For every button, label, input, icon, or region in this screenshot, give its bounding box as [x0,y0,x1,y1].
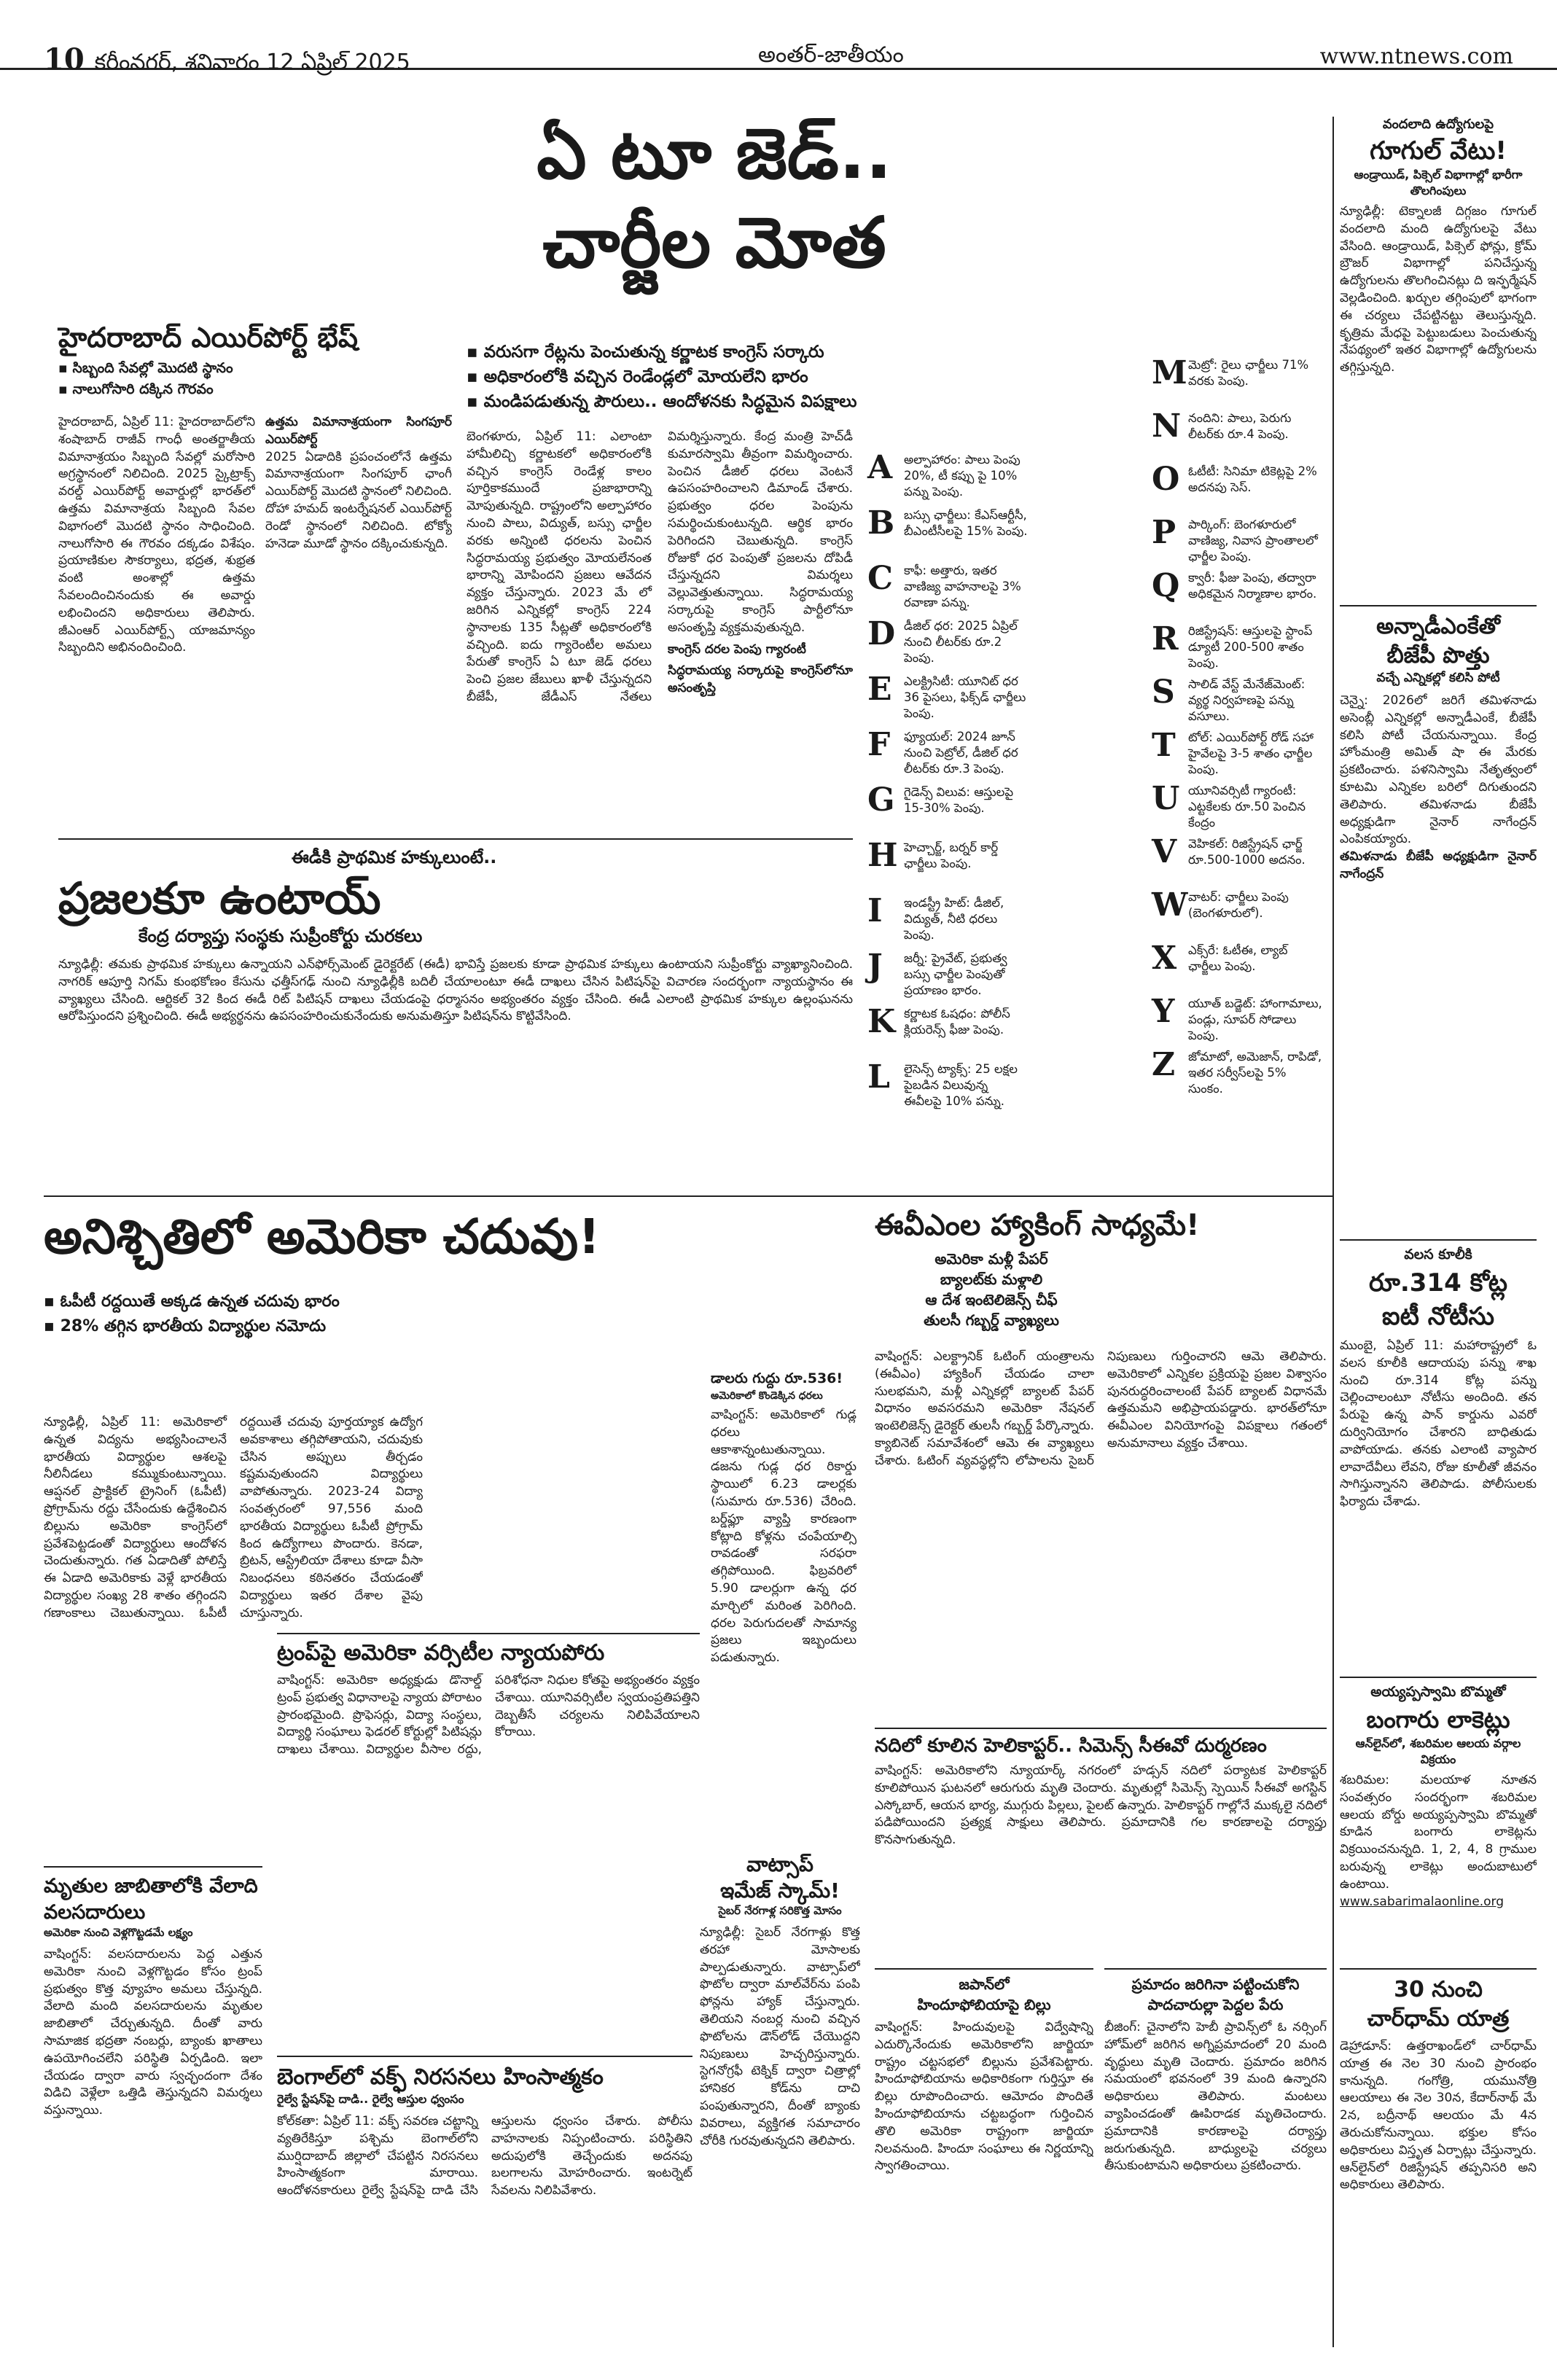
bengal-subtitle: రైల్వే స్టేషన్‌పై దాడి.. రైల్వే ఆస్తుల ధ్వంసం [277,2092,464,2106]
usa-body-col3 [437,1290,700,1633]
ayyappa-story [1340,1677,1537,1962]
migrants-body: వాషింగ్టన్: వలసదారులను పెద్ద ఎత్తున అమెరికా నుంచి వెళ్లగొట్టడం కోసం ట్రంప్ ప్రభుత్వం కొత్త వ్యూహం అమలు చేస్తున్నది. వేలాది మంది వలసదారులను మృతుల జాబితాలో చేర్చుతున్నది. దీంతో వారు సామాజిక భద్రతా నంబర్లు, బ్యాంకు ఖాతాలు ఉపయోగించలేని పరిస్థితి ఏర్పడింది. ఇలా చేయడం ద్వారా వారు స్వచ్ఛందంగా దేశం విడిచి వెళ్లేలా ఒత్తిడి తెస్తున్నదని విమర్శలు వస్తున్నాయి. [44,1947,262,2118]
az-item-u: యూనివర్సిటీ గ్యారంటీ: ఎట్టకేలకు రూ.50 పెంచిన కేంద్రం [1188,784,1306,830]
aiadmk-body: చెన్నై: 2026లో జరిగే తమిళనాడు అసెంబ్లీ ఎన్నికల్లో అన్నాడీఎంకే, బీజేపీ కలిసి పోటీ చేయనున్నాయి. కేంద్ర హోంమంత్రి అమిత్ షా ఈ మేరకు ప్రకటించారు. పళనిస్వామి నేతృత్వంలో కూటమి ఎన్నికల బరిలో దిగుతుందని తెలిపారు. తమిళనాడు బీజేపీ అధ్యక్షుడిగా నైనార్ నాగేంద్రన్ ఎంపికయ్యారు. [1340,693,1537,847]
evm-body: వాషింగ్టన్: ఎలక్ట్రానిక్ ఓటింగ్ యంత్రాలను (ఈవీఎం) హ్యాకింగ్ చేయడం చాలా సులభమని, మళ్లీ ఎన్నికల్లో బ్యాలట్ పేపర్ విధానం అవసరమని అమెరికా నేషనల్ ఇంటెలిజెన్స్ డైరెక్టర్ తులసీ గబ్బర్డ్ పేర్కొన్నారు. క్యాబినెట్ సమావేశంలో ఆమె ఈ వ్యాఖ్యలు చేశారు. ఓటింగ్ వ్యవస్థల్లోని లోపాలను సైబర్ నిపుణులు గుర్తించారని ఆమె తెలిపారు. అమెరికాలో ఎన్నికల ప్రక్రియపై ప్రజల విశ్వాసం పునరుద్ధరించాలంటే పేపర్ బ్యాలట్ విధానమే ఉత్తమమని అభిప్రాయపడ్డారు. భారత్‌లోనూ ఈవీఎంల వినియోగంపై విపక్షాలు గతంలో అనుమానాలు వ్యక్తం చేశాయి. [875,1349,1327,1468]
a-to-z-list [860,354,1327,1174]
ayyappa-kicker: అయ్యప్పస్వామి బొమ్మతో [1370,1684,1506,1700]
whatsapp-title-1: వాట్సాప్ [746,1852,813,1876]
masthead [0,0,1557,77]
az-letter-l: L [867,1058,890,1096]
japan-title-2: హిందూఫోబియాపై బిల్లు [917,1996,1051,2013]
google-title: గూగుల్ వేటు! [1370,136,1507,165]
bengal-title: బెంగాల్‌లో వక్ఫ్ నిరసనలు హింసాత్మకం [277,2064,604,2090]
az-letter-p: P [1152,514,1176,551]
az-letter-n: N [1152,407,1182,445]
google-subtitle: ఆండ్రాయిడ్, పిక్సెల్ విభాగాల్లో భారీగా తొలగింపులు [1354,168,1523,198]
az-letter-b: B [867,504,895,542]
main-headline-line2: చార్జీల మోత [542,202,886,284]
az-item-s: సాలిడ్ వేస్ట్ మేనేజ్‌మెంట్: వ్యర్థ నిర్వహణపై పన్ను వసూలు. [1188,677,1306,723]
issue-date: కరీంనగర్, శనివారం 12 ఏప్రిల్ 2025 [94,50,410,75]
notice-body: ముంబై, ఏప్రిల్ 11: మహారాష్ట్రలో ఓ వలస కూలీకి ఆదాయపు పన్ను శాఖ నుంచి రూ.314 కోట్ల పన్ను చెల్లించాలంటూ నోటీసు అందింది. తన పేరుపై ఉన్న పాన్ కార్డును ఎవరో దుర్వినియోగం చేశారని బాధితుడు వాపోయాడు. తనకు ఎలాంటి వ్యాపార లావాదేవీలు లేవని, రోజు కూలీతో జీవనం సాగిస్తున్నానని తెలిపాడు. పోలీసులకు ఫిర్యాదు చేశాడు. [1340,1338,1537,1510]
bengal-story [277,2056,692,2332]
az-letter-s: S [1152,674,1175,711]
japan-title-1: జపాన్‌లో [959,1975,1010,1993]
main-subheading-1: కాంగ్రెస్‌ దరల పెంపు గ్యారంటీ [668,641,806,657]
az-item-v: వెహికల్: రిజిస్ట్రేషన్ ఛార్జ్ రూ.500-1000 అదనం. [1188,837,1306,867]
aiadmk-title-1: అన్నాడీఎంకేతో [1376,614,1500,639]
az-item-a: అల్పాహారం: పాలు పెంపు 20%, టీ కప్పు పై 10% పన్ను పెంపు. [904,453,1021,499]
az-item-r: రిజిస్ట్రేషన్: ఆస్తులపై స్టాంప్ డ్యూటీ 200-500 శాతం పెంపు. [1188,624,1313,670]
airport-title: హైదరాబాద్ ఎయిర్‌పోర్ట్ భేష్ [58,321,358,354]
airport-body: హైదరాబాద్, ఏప్రిల్ 11: హైదరాబాద్‌లోని శంషాబాద్ రాజీవ్ గాంధీ అంతర్జాతీయ విమానాశ్రయం సిబ్బంది సేవల్లో మరోసారి అగ్రస్థానంలో నిలిచింది. 2025 స్కైట్రాక్స్ వరల్డ్ ఎయిర్‌పోర్ట్ అవార్డుల్లో భారత్‌లో ఉత్తమ విమానాశ్రయ సిబ్బంది సేవల విభాగంలో మొదటి స్థానం సాధించింది. నాలుగోసారి ఈ గౌరవం దక్కడం విశేషం. ప్రయాణికుల సౌకర్యాలు, భద్రత, శుభ్రత వంటి అంశాల్లో ఉత్తమ సేవలందించినందుకు ఈ అవార్డు లభించిందని అధికారులు తెలిపారు. జీఎంఆర్ ఎయిర్‌పోర్ట్స్ యాజమాన్యం సిబ్బందిని అభినందించింది. [58,415,255,655]
aiadmk-title-2: బీజేపీ పొత్తు [1386,643,1490,668]
az-item-n: నందిని: పాలు, పెరుగు లీటర్‌కు రూ.4 పెంపు. [1188,411,1292,441]
ayyappa-title: బంగారు లాకెట్లు [1366,1706,1510,1733]
az-letter-r: R [1152,620,1179,658]
egg-story [711,1370,856,1815]
trump-body: వాషింగ్టన్: అమెరికా అధ్యక్షుడు డొనాల్డ్ ట్రంప్ ప్రభుత్వ విధానాలపై న్యాయ పోరాటం ప్రారంభమైంది. ప్రొఫెసర్లు, విద్యా సంస్థలు, విద్యార్థి సంఘాలు ఫెడరల్ కోర్టుల్లో పిటిషన్లు దాఖలు చేశాయి. విద్యార్థుల వీసాల రద్దు, పరిశోధనా నిధుల కోతపై అభ్యంతరం వ్యక్తం చేశాయి. యూనివర్సిటీల స్వయంప్రతిపత్తిని దెబ్బతీసే చర్యలను నిలిపివేయాలని కోరాయి. [277,1673,700,1757]
japan-body: వాషింగ్టన్: హిందువులపై విద్వేషాన్ని ఎదుర్కొనేందుకు అమెరికాలోని జార్జియా రాష్ట్రం చట్టసభలో బిల్లును ప్రవేశపెట్టారు. హిందూఫోబియాను అధికారికంగా గుర్తిస్తూ ఈ బిల్లు రూపొందించారు. ఆమోదం పొందితే హిందూఫోబియాను చట్టబద్ధంగా గుర్తించిన తొలి అమెరికా రాష్ట్రంగా జార్జియా నిలవనుంది. హిందూ సంఘాలు ఈ నిర్ణయాన్ని స్వాగతించాయి. [875,2020,1093,2174]
usa-bullets [44,1290,423,1340]
az-item-l: లైసెన్స్ ట్యాక్స్: 25 లక్షల పైబడిన విలువున్న ఈవీలపై 10% పన్ను. [904,1062,1018,1108]
az-letter-c: C [867,560,894,597]
az-letter-f: F [867,726,891,763]
evm-story [875,1206,1327,1330]
az-item-q: క్వారీ: ఫీజు పెంపు, తద్వారా అధికమైన నిర్మాణాల భారం. [1188,571,1317,601]
az-item-g: గైడెన్స్ విలువ: ఆస్తులపై 15-30% పెంపు. [904,785,1014,815]
main-bullet-2: ▪ అధికారంలోకి వచ్చిన రెండేండ్లలో మోయలేని భారం [467,367,808,386]
az-letter-j: J [867,948,883,985]
main-headline-line1: ఏ టూ జెడ్.. [536,113,892,195]
az-letter-h: H [867,837,898,874]
az-letter-a: A [867,449,893,486]
az-item-x: ఎక్స్‌రే: ఓటీఈ, ల్యాబ్ ఛార్జీలు పెంపు. [1188,943,1288,973]
main-body-text: బెంగళూరు, ఏప్రిల్ 11: ఎలాంటా హామీలిచ్చి కర్ణాటకలో అధికారంలోకి వచ్చిన కాంగ్రెస్ రెండేళ్ల కాలం పూర్తికాకముందే ప్రజాభారాన్ని మోపుతున్నది. రాష్ట్రంలోని అల్పాహారం నుంచి పాలు, విద్యుత్, బస్సు ఛార్జీల వరకు అన్నింటి ధరలను పెంచిన సిద్ధరామయ్య ప్రభుత్వం మోయలేనంత భారాన్ని మోపిందని ప్రజలు ఆవేదన వ్యక్తం చేస్తున్నారు. 2023 మే లో జరిగిన ఎన్నికల్లో కాంగ్రెస్ 224 స్థానాలకు 135 సీట్లతో అధికారంలోకి వచ్చింది. ఐదు గ్యారెంటీల అమలు పేరుతో కాంగ్రెస్ ఏ టూ జెడ్ ధరలు పెంచి ప్రజల జేబులు ఖాళీ చేస్తున్నదని బీజేపీ, జేడీఎస్ నేతలు విమర్శిస్తున్నారు. కేంద్ర మంత్రి హెచ్‌డీ కుమారస్వామి తీవ్రంగా విమర్శించారు. పెంచిన డీజిల్ ధరలు వెంటనే ఉపసంహరించాలని డిమాండ్ చేశారు. ప్రభుత్వం ధరల పెంపును సమర్థించుకుంటున్నది. ఆర్థిక భారం పెరిగిందని చెబుతున్నది. కాంగ్రెస్ రోజుకో ధర పెంపుతో ప్రజలను దోపిడీ చేస్తున్నదని విమర్శలు వెల్లువెత్తుతున్నాయి. సిద్ధరామయ్య సర్కారుపై కాంగ్రెస్ పార్టీలోనూ అసంతృప్తి వ్యక్తమవుతున్నది. [467,429,853,704]
evm-deck-2: బ్యాలట్‌కు మళ్లాలి [940,1271,1043,1288]
section-name: అంతర్-జాతీయం [758,42,904,68]
az-letter-z: Z [1152,1046,1176,1083]
section-divider [44,1195,1332,1197]
az-letter-k: K [867,1003,896,1040]
az-item-c: కాఫీ: అత్తారు, ఇతర వాణిజ్య వాహనాలపై 3% రవాణా పన్ను. [904,563,1021,609]
page-info [44,42,410,80]
az-letter-d: D [867,615,896,652]
az-letter-v: V [1152,833,1177,870]
rights-title: ప్రజలకూ ఉంటాయ్ [58,873,381,924]
rights-story [58,838,853,1131]
helicopter-title: నదిలో కూలిన హెలికాప్టర్.. సిమెన్స్ సీఈవో దుర్మరణం [875,1735,1267,1757]
az-letter-t: T [1152,727,1176,764]
helicopter-story [875,1728,1327,1923]
usa-bullet-2: ▪ 28% తగ్గిన భారతీయ విద్యార్థుల నమోదు [44,1317,327,1335]
az-item-j: జర్నీ: ప్రైవేట్, ప్రభుత్వ బస్సు ఛార్జీల పెంపుతో ప్రయాణం భారం. [904,951,1007,997]
usa-title: అనిశ్చితిలో అమెరికా చదువు! [44,1209,601,1265]
ayyappa-body-wrap [1340,1772,1537,1962]
japan-story [875,1968,1093,2340]
airport-body2: 2025 ఏడాదికి ప్రపంచంలోనే ఉత్తమ విమానాశ్రయంగా సింగపూర్ ఛాంగీ ఎయిర్‌పోర్ట్ మొదటి స్థానంలో నిలిచింది. దోహా హమద్ ఇంటర్నేషనల్ ఎయిర్‌పోర్ట్ రెండో స్థానంలో నిలిచింది. టోక్యో హనెడా మూడో స్థానం దక్కించుకున్నది. [265,449,452,551]
notice-title-1: రూ.314 కోట్ల [1368,1268,1508,1298]
az-letter-g: G [867,781,895,819]
accident-title-2: పాదచారుల్లా పెద్దల పేరు [1147,1996,1284,2013]
notice-kicker: వలస కూలీకి [1404,1246,1472,1263]
egg-title: డాలరు గుద్దు రూ.536! [711,1370,843,1386]
google-kicker: వందలాది ఉద్యోగులపై [1382,117,1494,132]
az-letter-e: E [867,671,892,708]
google-body: న్యూఢిల్లీ: టెక్నాలజీ దిగ్గజం గూగుల్ వందలాది మంది ఉద్యోగులపై వేటు వేసింది. ఆండ్రాయిడ్, పిక్సెల్ ఫోన్లు, క్రోమ్ బ్రౌజర్ విభాగాల్లో పనిచేస్తున్న ఉద్యోగులను తొలగించినట్లు ది ఇన్ఫర్మేషన్ వెల్లడించింది. ఖర్చుల తగ్గింపులో భాగంగా ఈ చర్యలు చేపట్టినట్టు తెలుస్తున్నది. కృత్రిమ మేధపై పెట్టుబడులు పెంచుతున్న నేపథ్యంలో ఇతర విభాగాల్లో ఉద్యోగులను తగ్గిస్తున్నది. [1340,204,1537,375]
website-link[interactable]: www.ntnews.com [1319,44,1513,69]
bengal-body: కోల్‌కతా: ఏప్రిల్ 11: వక్ఫ్ సవరణ చట్టాన్ని వ్యతిరేకిస్తూ పశ్చిమ బెంగాల్‌లోని ముర్షిదాబాద్ జిల్లాలో చేపట్టిన నిరసనలు హింసాత్మకంగా మారాయి. ఆందోళనకారులు రైల్వే స్టేషన్‌పై దాడి చేసి ఆస్తులను ధ్వంసం చేశారు. పోలీసు వాహనాలకు నిప్పంటించారు. పరిస్థితిని అదుపులోకి తెచ్చేందుకు అదనపు బలగాలను మోహరించారు. ఇంటర్నెట్ సేవలను నిలిపివేశారు. [277,2114,692,2198]
az-item-o: ఓటీటీ: సినిమా టికెట్లపై 2% అదనపు సెస్. [1188,464,1317,494]
aiadmk-body-wrap [1340,692,1537,1232]
ayyappa-body: శబరిమల: మలయాళ నూతన సంవత్సరం సందర్భంగా శబరిమల ఆలయ బోర్డు అయ్యప్పస్వామి బొమ్మతో కూడిన బంగారు లాకెట్లను విక్రయించనున్నది. 1, 2, 4, 8 గ్రాముల బరువున్న లాకెట్లు అందుబాటులో ఉంటాయి. [1340,1773,1537,1892]
rights-subtitle: కేంద్ర దర్యాప్తు సంస్థకు సుప్రీంకోర్టు చురకలు [138,926,423,946]
az-item-b: బస్సు ఛార్జీలు: కేఎస్ఆర్టీసీ, బీఎంటీసీలపై 15% పెంపు. [904,508,1028,538]
airport-bullet-2: ▪ నాలుగోసారి దక్కిన గౌరవం [58,381,214,397]
helicopter-body: వాషింగ్టన్: అమెరికాలోని న్యూయార్క్ నగరంలో హడ్సన్ నదిలో పర్యాటక హెలికాప్టర్ కూలిపోయిన ఘటనలో ఆరుగురు మృతి చెందారు. మృతుల్లో సిమెన్స్ స్పెయిన్ సీఈవో అగస్టిన్ ఎస్కోబార్, ఆయన భార్య, ముగ్గురు పిల్లలు, పైలట్ ఉన్నారు. హెలికాప్టర్ గాల్లోనే ముక్కలై నదిలో పడిపోయిందని ప్రత్యక్ష సాక్షులు తెలిపారు. ప్రమాదానికి గల కారణాలపై దర్యాప్తు కొనసాగుతున్నది. [875,1763,1327,1848]
airport-bullet-1: ▪ సిబ్బంది సేవల్లో మొదటి స్థానం [58,360,233,376]
az-item-i: ఇండస్ట్రీ హిట్: డీజిల్, విద్యుత్, నీటి ధరలు పెంపు. [904,896,1004,942]
notice-title-2: ఐటీ నోటీసు [1381,1302,1495,1331]
az-letter-u: U [1152,780,1180,817]
whatsapp-story [700,1852,860,2289]
usa-bullet-1: ▪ ఓపీటీ రద్దయితే అక్కడ ఉన్నత చదువు భారం [44,1292,340,1311]
az-item-z: జోమాటో, అమెజాన్, రాపిడో, ఇతర సర్వీస్‌లపై 5% సుంకం. [1188,1050,1322,1096]
main-bullet-1: ▪ వరుసగా రేట్లను పెంచుతున్న కర్ణాటక కాంగ్రెస్ సర్కారు [467,343,824,362]
egg-subtitle: అమెరికాలో కొండెక్కిన ధరలు [711,1390,823,1402]
page-number: 10 [44,42,85,77]
main-bullet-3: ▪ మండిపడుతున్న పౌరులు.. ఆందోళనకు సిద్ధమైన విపక్షాలు [467,392,857,411]
whatsapp-title-2: ఇమేజ్ స్కామ్! [720,1878,840,1903]
ayyappa-subtitle: ఆన్‌లైన్‌లో, శబరిమల ఆలయ వర్గాల విక్రయం [1355,1736,1521,1766]
usa-story [44,1206,867,1268]
whatsapp-body: న్యూఢిల్లీ: సైబర్ నేరగాళ్లు కొత్త తరహా మోసాలకు పాల్పడుతున్నారు. వాట్సాప్‌లో ఫొటోల ద్వారా మాల్‌వేర్‌ను పంపి ఫోన్లను హ్యాక్ చేస్తున్నారు. తెలియని నంబర్ల నుంచి వచ్చిన ఫొటోలను డౌన్‌లోడ్ చేయొద్దని నిపుణులు హెచ్చరిస్తున్నారు. స్టెగనోగ్రఫీ టెక్నిక్ ద్వారా చిత్రాల్లో హానికర కోడ్‌ను దాచి పంపుతున్నారని, దీంతో బ్యాంకు వివరాలు, వ్యక్తిగత సమాచారం చోరీకి గురవుతున్నదని తెలిపారు. [700,1925,860,2148]
az-letter-y: Y [1152,993,1175,1030]
rights-kicker: ఈడీకి ప్రాథమిక హక్కులుంటే.. [292,847,497,867]
accident-title-1: ప్రమాదం జరిగినా పట్టించుకోని [1131,1975,1300,1993]
az-item-t: టోల్: ఎయిర్‌పోర్ట్ రోడ్ సహా హైవేలపై 3-5 శాతం ఛార్జీల పెంపు. [1188,730,1314,776]
az-item-k: కర్ణాటక ఓషధం: పోలీస్ క్లియరెన్స్ ఫీజు పెంపు. [904,1007,1010,1037]
airport-story-title [58,321,452,401]
evm-deck-1: అమెరికా మళ్లీ పేపర్ [934,1250,1048,1268]
evm-title: ఈవీఎంల హ్యాకింగ్ సాధ్యమే! [875,1209,1200,1242]
main-headline [467,109,962,287]
google-story [1340,117,1537,568]
az-letter-m: M [1152,354,1187,391]
usa-body: న్యూఢిల్లీ, ఏప్రిల్ 11: అమెరికాలో ఉన్నత విద్యను అభ్యసించాలనే భారతీయ విద్యార్థుల ఆశలపై నీలినీడలు కమ్ముకుంటున్నాయి. ఆప్షనల్ ప్రాక్టికల్ ట్రైనింగ్ (ఓపీటీ) ప్రోగ్రామ్‌ను రద్దు చేసేందుకు ఉద్దేశించిన బిల్లును అమెరికా కాంగ్రెస్‌లో ప్రవేశపెట్టడంతో విద్యార్థులు ఆందోళన చెందుతున్నారు. గత ఏడాదితో పోలిస్తే ఈ ఏడాది అమెరికాకు వెళ్లే భారతీయ విద్యార్థుల సంఖ్య 28 శాతం తగ్గిందని గణాంకాలు చెబుతున్నాయి. ఓపీటీ రద్దయితే చదువు పూర్తయ్యాక ఉద్యోగ అవకాశాలు తగ్గిపోతాయని, చదువుకు చేసిన అప్పులు తీర్చడం కష్టమవుతుందని విద్యార్థులు వాపోతున్నారు. 2023-24 విద్యా సంవత్సరంలో 97,556 మంది భారతీయ విద్యార్థులు ఓపీటీ ప్రోగ్రామ్ కింద ఉద్యోగాలు పొందారు. కెనడా, బ్రిటన్, ఆస్ట్రేలియా దేశాలు కూడా వీసా నిబంధనలు కఠినతరం చేయడంతో విద్యార్థులు ఇతర దేశాల వైపు చూస్తున్నారు. [44,1415,423,1620]
az-letter-o: O [1152,461,1180,498]
whatsapp-subtitle: సైబర్ నేరగాళ్ల సరికొత్త మోసం [718,1904,842,1917]
migrants-story [44,1866,262,2354]
accident-body: బీజింగ్: చైనాలోని హెబీ ప్రావిన్స్‌లో ఓ నర్సింగ్ హోమ్‌లో జరిగిన అగ్నిప్రమాదంలో 20 మంది వృద్ధులు మృతి చెందారు. ప్రమాదం జరిగిన సమయంలో భవనంలో 39 మంది ఉన్నారని అధికారులు తెలిపారు. మంటలు వ్యాపించడంతో ఊపిరాడక మృతిచెందారు. ప్రమాదానికి కారణాలపై దర్యాప్తు జరుగుతున్నది. బాధ్యులపై చర్యలు తీసుకుంటామని అధికారులు ప్రకటించారు. [1104,2020,1327,2174]
trump-title: ట్రంప్‌పై అమెరికా వర్సిటీల న్యాయపోరు [277,1640,605,1666]
az-letter-w: W [1152,886,1188,924]
rights-body: న్యూఢిల్లీ: తమకు ప్రాథమిక హక్కులు ఉన్నాయని ఎన్‌ఫోర్స్‌మెంట్ డైరెక్టరేట్ (ఈడీ) భావిస్తే ప్రజలకు కూడా ప్రాథమిక హక్కులు ఉంటాయని సుప్రీంకోర్టు వ్యాఖ్యానించింది. నాగరిక్ ఆపూర్తి నిగమ్ కుంభకోణం కేసును ఛత్తీస్‌గఢ్ నుంచి న్యూఢిల్లీకి బదిలీ చేయాలంటూ ఈడీ దాఖలు చేసిన పిటిషన్‌పై విచారణ సందర్భంగా న్యాయస్థానం ఈ వ్యాఖ్యలు చేసింది. ఆర్టికల్ 32 కింద ఈడీ రిట్ పిటిషన్ దాఖలు చేయడంపై ధర్మాసనం అభ్యంతరం వ్యక్తం చేసింది. ఈడీ ఎలాంటి ప్రాథమిక హక్కుల ఉల్లంఘనను ఆరోపిస్తుందని ప్రశ్నించింది. ఈడీ అభ్యర్థనను ఉపసంహరించుకునేందుకు అనుమతిస్తూ పిటిషన్‌ను కొట్టివేసింది. [58,957,853,1024]
az-item-f: ఫ్యూయల్: 2024 జూన్ నుంచి పెట్రోల్, డీజిల్ ధర లీటర్‌కు రూ.3 పెంపు. [904,730,1018,776]
az-letter-q: Q [1152,567,1180,604]
az-item-d: డీజిల్ ధర: 2025 ఏప్రిల్ నుంచి లీటర్‌కు రూ.2 పెంపు. [904,619,1018,665]
chardham-story [1340,1968,1537,2344]
chardham-kicker: 30 నుంచి [1394,1977,1483,2002]
migrants-subtitle: అమెరికా నుంచి వెళ్లగొట్టడమే లక్ష్యం [44,1926,193,1939]
airport-body-col2 [265,414,452,833]
sabarimala-link[interactable]: www.sabarimalaonline.org [1340,1894,1505,1909]
az-letter-x: X [1152,940,1177,977]
egg-body: వాషింగ్టన్: అమెరికాలో గుడ్ల ధరలు ఆకాశాన్నంటుతున్నాయి. డజను గుడ్ల ధర రికార్డు స్థాయిలో 6.23 డాలర్లకు (సుమారు రూ.536) చేరింది. బర్డ్‌ఫ్లూ వ్యాప్తి కారణంగా కోట్లాది కోళ్లను చంపేయాల్సి రావడంతో సరఫరా తగ్గిపోయింది. ఫిబ్రవరిలో 5.90 డాలర్లుగా ఉన్న ధర మార్చిలో మరింత పెరిగింది. ధరల పెరుగుదలతో సామాన్య ప్రజలు ఇబ్బందులు పడుతున్నారు. [711,1408,856,1666]
evm-deck-3: ఆ దేశ ఇంటెలిజెన్స్ చీఫ్ [925,1291,1058,1308]
az-item-p: పార్కింగ్: బెంగళూరులో వాణిజ్య, నివాస ప్రాంతాలలో ఛార్జీల పెంపు. [1188,518,1318,563]
aiadmk-subtitle: వచ్చే ఎన్నికల్లో కలిసి పోటీ [1376,671,1500,685]
az-item-w: వాటర్: ఛార్జీలు పెంపు (బెంగళూరులో). [1188,890,1289,920]
az-item-e: ఎలక్ట్రిసిటీ: యూనిట్ ధర 36 పైసలు, ఫిక్స్‌డ్ ఛార్జీలు పెంపు. [904,674,1026,720]
it-notice-story [1340,1239,1537,1651]
az-letter-i: I [867,892,883,929]
az-item-y: యూత్ బడ్జెట్: హాంగామాలు, పండ్లు, సూపర్ సోడాలు పెంపు. [1188,996,1322,1042]
aiadmk-story [1340,605,1537,1232]
chardham-title: చార్‌ధామ్ యాత్ర [1367,2006,1510,2032]
az-item-m: మెట్రో: రైలు ఛార్జీలు 71% వరకు పెంపు. [1188,358,1309,388]
migrants-title: మృతుల జాబితాలోకి వేలాది వలసదారులు [44,1875,258,1924]
chardham-body: డెహ్రాడూన్: ఉత్తరాఖండ్‌లో చార్‌ధామ్ యాత్ర ఈ నెల 30 నుంచి ప్రారంభం కానున్నది. గంగోత్రి, యమునోత్రి ఆలయాలు ఈ నెల 30న, కేదార్‌నాథ్ మే 2న, బద్రీనాథ్ ఆలయం మే 4న తెరుచుకోనున్నాయి. భక్తుల కోసం అధికారులు విస్తృత ఏర్పాట్లు చేస్తున్నారు. ఆన్‌లైన్‌లో రిజిస్ట్రేషన్ తప్పనిసరి అని అధికారులు తెలిపారు. [1340,2039,1537,2193]
az-item-h: హెచ్చార్జ్, బర్నర్ కార్డ్ ఛార్జీలు పెంపు. [904,840,999,870]
main-subheading-2: సిద్ధరామయ్య సర్కారుపై కాంగ్రెస్‌లోనూ అసంతృప్తి [668,663,853,696]
airport-subheading: ఉత్తమ విమానాశ్రయంగా సింగపూర్ ఎయిర్‌పోర్ట్ [265,415,452,447]
accident-story [1104,1968,1327,2340]
evm-deck-4: తులసీ గబ్బర్డ్ వ్యాఖ్యలు [924,1311,1059,1329]
column-divider [1332,117,1334,2347]
trump-story [277,1633,700,1833]
aiadmk-subheading: తమిళనాడు బీజేపీ అధ్యక్షుడిగా నైనార్ నాగేంద్రన్ [1340,849,1537,881]
evm-deck [875,1249,1108,1330]
